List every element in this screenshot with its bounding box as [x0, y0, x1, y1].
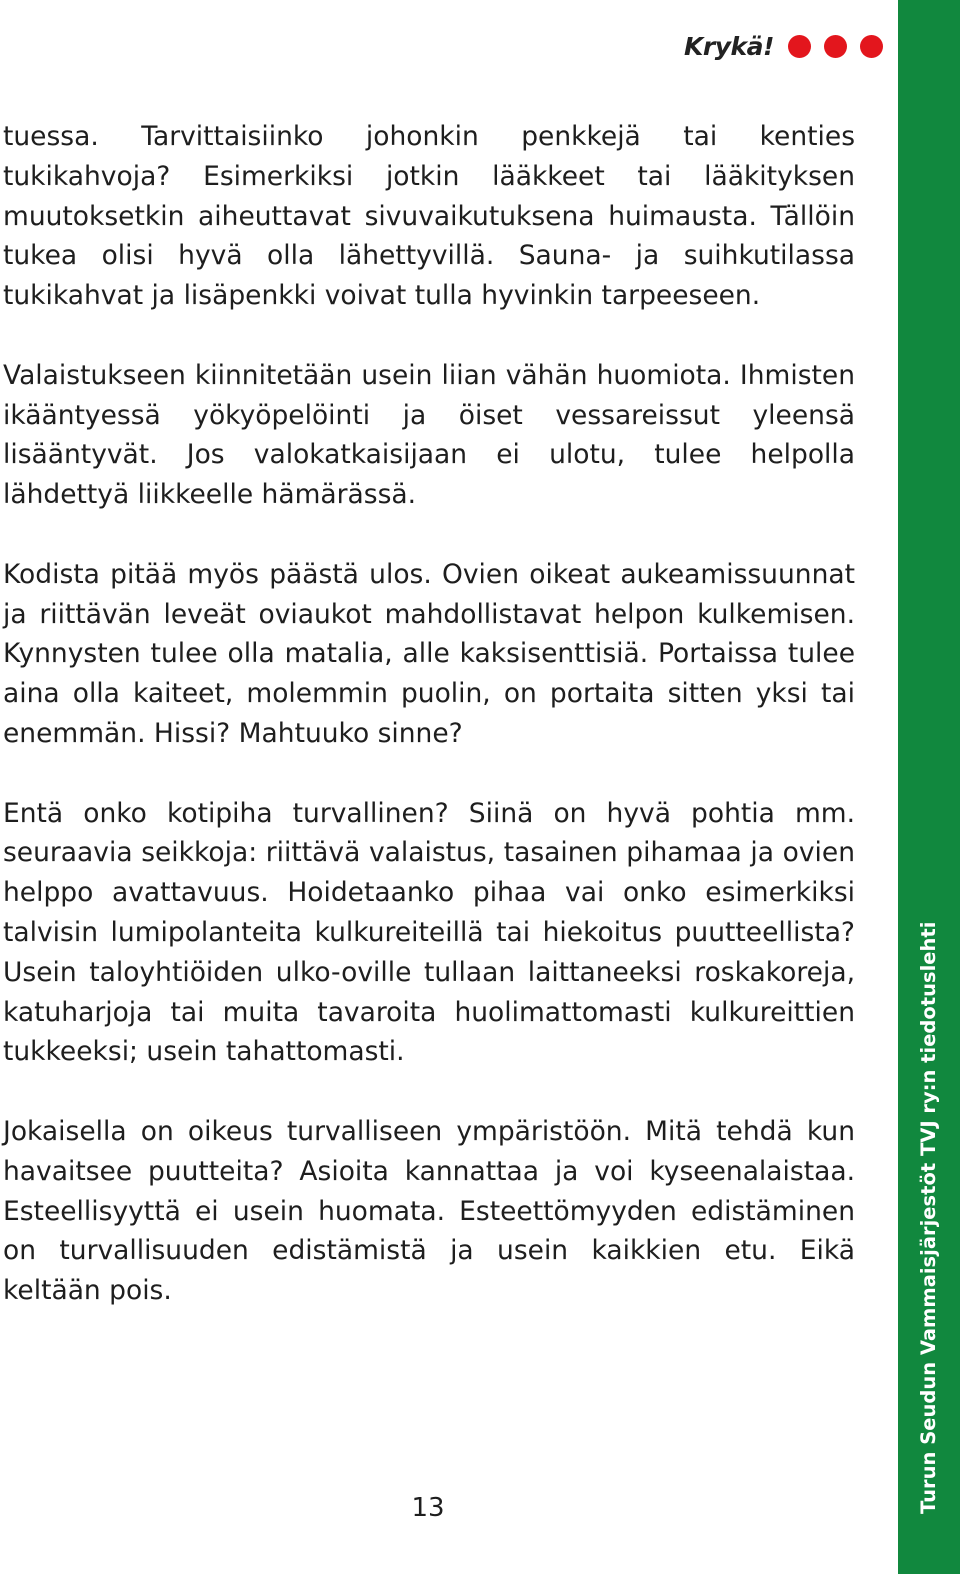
page-number: 13 — [411, 1493, 445, 1523]
red-dot-icon — [860, 35, 883, 58]
paragraph-1: tuessa. Tarvittaisiinko johonkin penkkejä tai kenties tukikahvoja? Esimerkiksi jotkin lääkkeet tai lääkityksen muutoksetkin aiheuttavat sivuvaikutuksena huimausta. Tällöin tukea olisi hyvä olla lähettyvillä. Sauna- ja suihkutilassa tukikahvat ja lisäpenkki voivat tulla hyvinkin tarpeeseen. — [3, 121, 855, 312]
side-strip — [898, 0, 960, 1574]
red-dot-icon — [788, 35, 811, 58]
paragraph-2: Valaistukseen kiinnitetään usein liian vähän huomiota. Ihmisten ikääntyessä yökyöpelöinti ja öiset vessareissut yleensä lisääntyvät. Jos valokatkaisijaan ei ulotu, tulee helpolla lähdettyä liikkeelle hämärässä. — [3, 359, 855, 511]
paragraph-3: Kodista pitää myös päästä ulos. Ovien oikeat aukeamissuunnat ja riittävän leveät oviaukot mahdollistavat helpon kulkemisen. Kynnysten tulee olla matalia, alle kaksisenttisiä. Portaissa tulee aina olla kaiteet, molemmin puolin, on portaita sitten yksi tai enemmän. Hissi? Mahtuuko sinne? — [3, 558, 855, 749]
header — [684, 28, 896, 64]
paragraph-5: Jokaisella on oikeus turvalliseen ympäristöön. Mitä tehdä kun havaitsee puutteita? Asioita kannattaa ja voi kyseenalaistaa. Esteellisyyttä ei usein huomata. Esteettömyyden edistäminen on turvallisuuden edistämistä ja usein kaikkien etu. Eikä keltään pois. — [3, 1115, 855, 1307]
magazine-logo: Krykä! — [684, 31, 774, 61]
red-dot-icon — [824, 35, 847, 58]
publication-tagline: Turun Seudun Vammaisjärjestöt TVJ ry:n tiedotuslehti — [917, 921, 940, 1514]
paragraph-4: Entä onko kotipiha turvallinen? Siinä on hyvä pohtia mm. seuraavia seikkoja: riittävä valaistus, tasainen pihamaa ja ovien helppo avattavuus. Hoidetaanko pihaa vai onko esimerkiksi talvisin lumipolanteita kulkureiteillä tai hiekoitus puutteellista? Usein taloyhtiöiden ulko-oville tullaan laittaneeksi roskakoreja, katuharjoja tai muita tavaroita huolimattomasti kulkureittien tukkeeksi; usein tahattomasti. — [3, 797, 855, 1068]
article-body — [3, 117, 855, 1311]
